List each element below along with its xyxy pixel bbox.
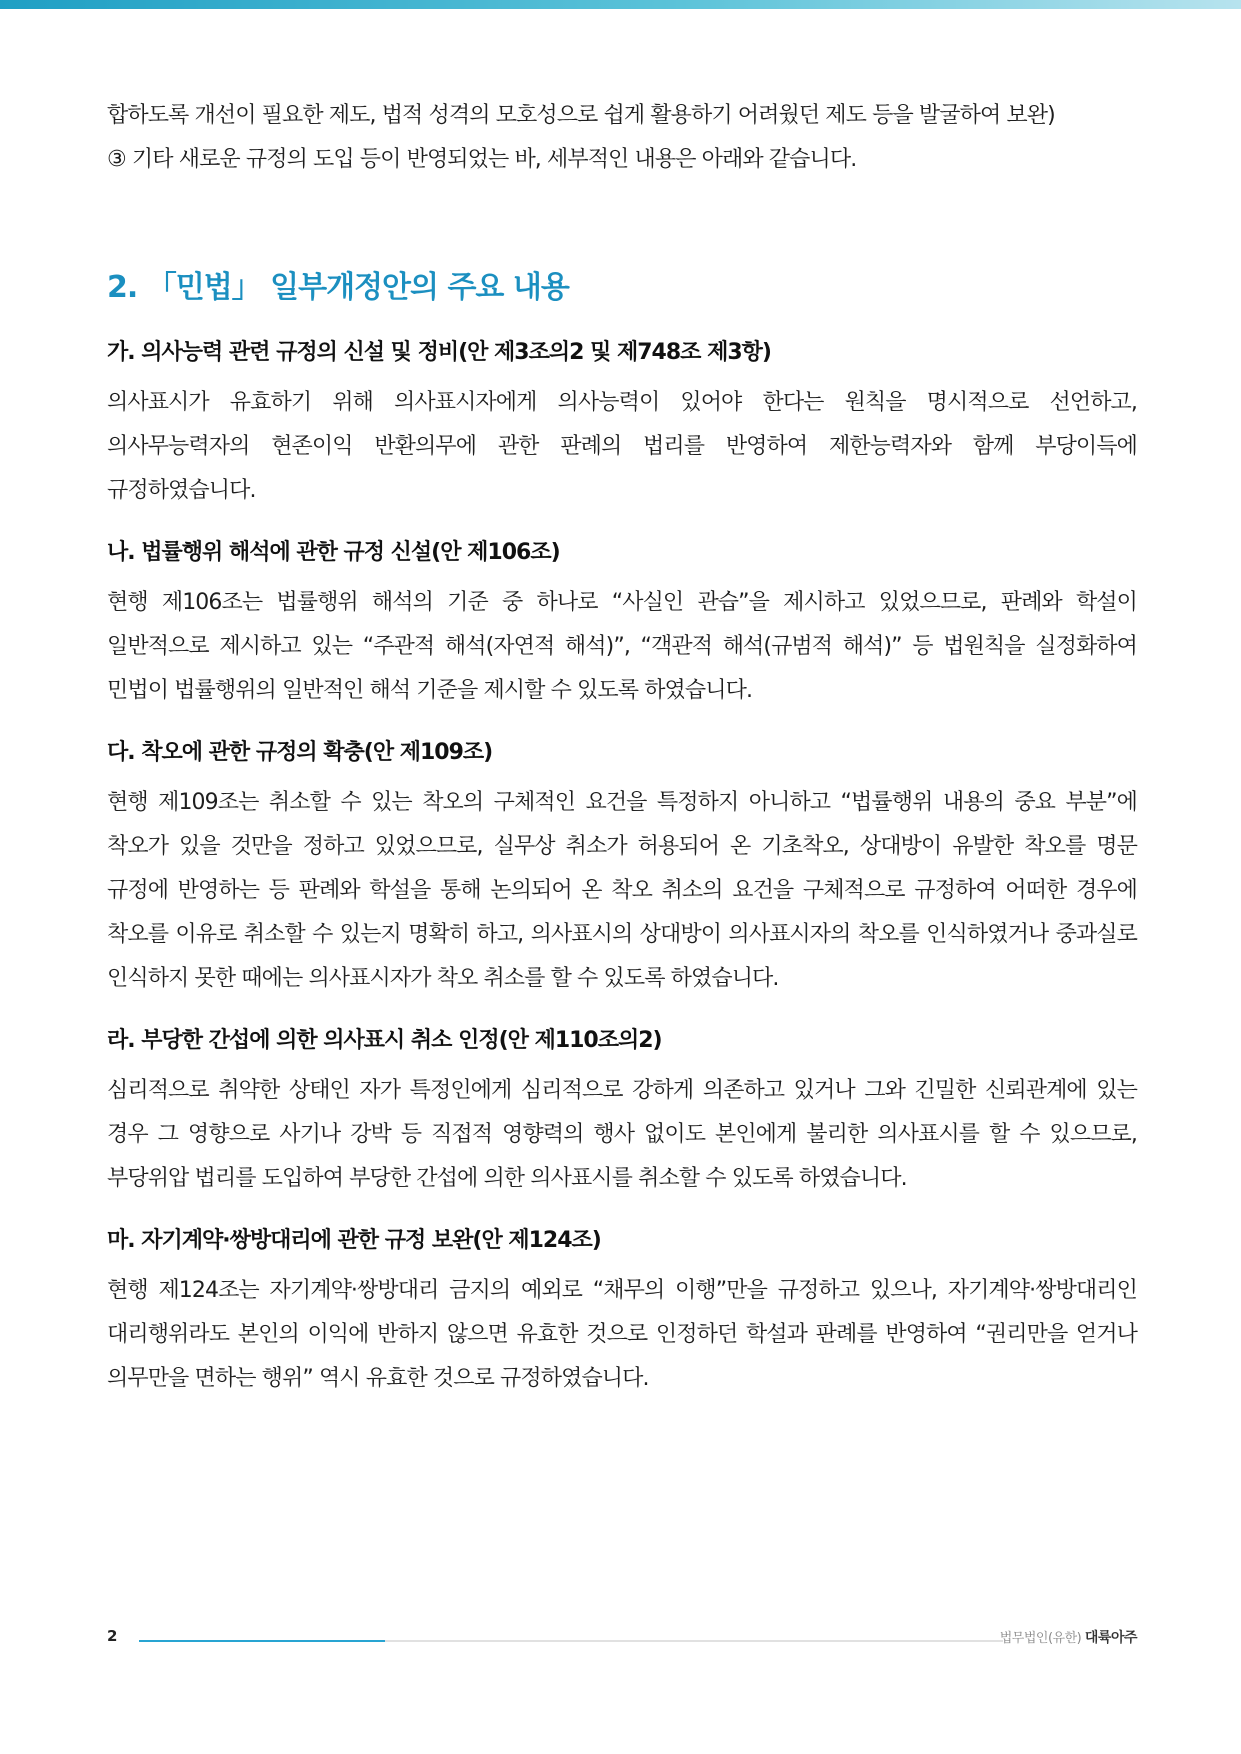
- firm-prefix: 법무법인(유한): [999, 1631, 1082, 1646]
- document-body: [107, 94, 1137, 1401]
- intro-line-1: 합하도록 개선이 필요한 제도, 법적 성격의 모호성으로 쉽게 활용하기 어려웠던 제도 등을 발굴하여 보완): [107, 103, 1055, 128]
- page-number: 2: [107, 1627, 118, 1645]
- subsection-heading: 마. 자기계약·쌍방대리에 관한 규정 보완(안 제124조): [107, 1228, 601, 1253]
- intro-line-2: ③ 기타 새로운 규정의 도입 등이 반영되었는 바, 세부적인 내용은 아래와 같습니다.: [107, 147, 857, 172]
- subsection-heading: 라. 부당한 간섭에 의한 의사표시 취소 인정(안 제110조의2): [107, 1028, 662, 1053]
- page-footer: [107, 1625, 1137, 1655]
- footer-divider-accent: [139, 1640, 385, 1642]
- subsection-body: 현행 제109조는 취소할 수 있는 착오의 구체적인 요건을 특정하지 아니하고 “법률행위 내용의 중요 부분”에 착오가 있을 것만을 정하고 있었으므로, 실무상 취소가 허용되어 온 기초착오, 상대방이 유발한 착오를 명문 규정에 반영하는 등 판례와 학설을 통해 논의되어 온 착오 취소의 요건을 구체적으로 규정하여 어떠한 경우에 착오를 이유로 취소할 수 있는지 명확히 하고, 의사표시의 상대방이 의사표시자의 착오를 인식하였거나 중과실로 인식하지 못한 때에는 의사표시자가 착오 취소를 할 수 있도록 하였습니다.: [107, 790, 1137, 991]
- section-title: 2. 「민법」 일부개정안의 주요 내용: [107, 270, 569, 305]
- subsection-ra: [107, 1022, 1137, 1201]
- subsection-body: 의사표시가 유효하기 위해 의사표시자에게 의사능력이 있어야 한다는 원칙을 명시적으로 선언하고, 의사무능력자의 현존이익 반환의무에 관한 판례의 법리를 반영하여 제한능력자와 함께 부당이득에 규정하였습니다.: [107, 390, 1137, 503]
- subsection-body: 현행 제124조는 자기계약·쌍방대리 금지의 예외로 “채무의 이행”만을 규정하고 있으나, 자기계약·쌍방대리인 대리행위라도 본인의 이익에 반하지 않으면 유효한 것으로 인정하던 학설과 판례를 반영하여 “권리만을 얻거나 의무만을 면하는 행위” 역시 유효한 것으로 규정하였습니다.: [107, 1278, 1137, 1391]
- subsection-heading: 나. 법률행위 해석에 관한 규정 신설(안 제106조): [107, 540, 560, 565]
- subsection-body: 심리적으로 취약한 상태인 자가 특정인에게 심리적으로 강하게 의존하고 있거나 그와 긴밀한 신뢰관계에 있는 경우 그 영향으로 사기나 강박 등 직접적 영향력의 행사 없이도 본인에게 불리한 의사표시를 할 수 있으므로, 부당위압 법리를 도입하여 부당한 간섭에 의한 의사표시를 취소할 수 있도록 하였습니다.: [107, 1078, 1137, 1191]
- top-accent-bar: [0, 0, 1241, 9]
- subsection-na: [107, 534, 1137, 713]
- subsection-ma: [107, 1222, 1137, 1401]
- firm-logo: [1000, 1627, 1137, 1647]
- subsection-heading: 가. 의사능력 관련 규정의 신설 및 정비(안 제3조의2 및 제748조 제3항): [107, 340, 771, 365]
- firm-name: 대륙아주: [1084, 1630, 1137, 1646]
- subsection-heading: 다. 착오에 관한 규정의 확충(안 제109조): [107, 740, 493, 765]
- subsection-body: 현행 제106조는 법률행위 해석의 기준 중 하나로 “사실인 관습”을 제시하고 있었으므로, 판례와 학설이 일반적으로 제시하고 있는 “주관적 해석(자연적 해석)”, “객관적 해석(규범적 해석)” 등 법원칙을 실정화하여 민법이 법률행위의 일반적인 해석 기준을 제시할 수 있도록 하였습니다.: [107, 590, 1137, 703]
- subsection-da: [107, 734, 1137, 1001]
- subsection-ga: [107, 334, 1137, 513]
- footer-divider: [139, 1640, 1003, 1642]
